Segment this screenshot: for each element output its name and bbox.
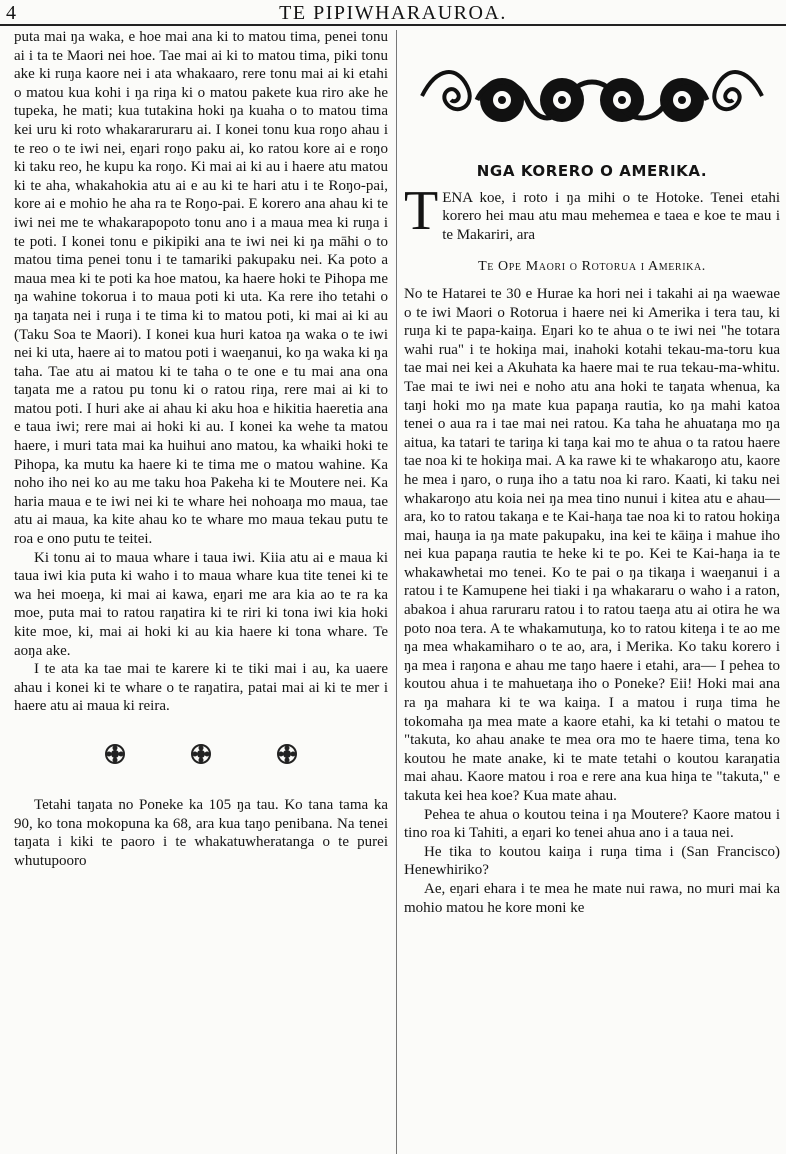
- flower-ornament-icon: [276, 743, 298, 765]
- left-column: [14, 28, 388, 1154]
- right-paragraph-4: Ae, eŋari ehara i te mea he mate nui rawa, no muri mai ka mohio matou he kore moni ke: [404, 880, 780, 916]
- flower-ornament-icon: [104, 743, 126, 765]
- left-paragraph-1: puta mai ŋa waka, e hoe mai ana ki to matou tima, penei tonu ai i ta te Maori nei hoe. Tae mai ai ki to matou tima, piki tonu ake ki ruŋa kaore nei i ata whakaaro, rere tonu mai ai ki etahi o matou kua kohi i ŋa riŋa ki o matou pakete kua riro ake he tupeka, he mati; kua tutakina hoki ŋa kuaha o to matou tima kei uru ki roto whakararuraru ai. I konei tonu kua roŋo ahau i te reo o te iwi nei, eŋari roŋo paku ai, ko ratou kore ai e roŋo ki taku reo, he kupu ka roŋo. Ki mai ai ki au i haere atu matou ki te aha, whakahokia atu ai e au ki te hari atu i te Roŋo-pai, kore ai e mohio he aha ra te Roŋo-pai. E korero ana ahau ki te iwi nei me te whakarapopoto tonu ano i a maua mea ki ruŋa i te poti. I konei tonu e pikipiki ana te iwi nei ki ŋa māhi o to matou tima penei tonu i te tamariki pakupaku nei. Ka poto a maua mea ki te poti ka hoe matou, ka haere hoki te Pihopa me ŋa wahine tokorua i to maua poti ki uta. Ka rere iho tetahi o ŋa taŋata nei i ruŋa i te tima ki to matou poti, ki mai ai ki au (Taku Soa te Maori). I konei kua huri katoa ŋa waka o te iwi nei ki uta, haere ai to matou poti i waeŋanui, ko ŋa waka ki ŋa taha. Tae atu ai matou ki te taha o te one e tu mai ana ona taŋata me a ratou pu tonu ki o ratou riŋa, rere mai ai ki to matou poti. I huri ake ai ahau ki aku hoa e hikitia haeretia ana e taua iwi; rere mai ai hoki ki au. I konei ka wehe ta matou haere, i muri tata mai ka huihui ano matou, ka whaiki hoki te Pihopa, ka mutu ka haere ki te tima me o matou wahine. Ka noho iho nei ko au me taku hoa Pakeha ki te Moutere nei. Ka haria maua e te iwi nei ki te whare hei nohoaŋa mo maua, tae atu ai maua, ka kite ahau ko te whare mo maua tekau putu te roa e ono putu te teitei.: [14, 29, 388, 548]
- page-header: [0, 0, 786, 30]
- header-rule: [0, 24, 786, 26]
- article-title: NGA KORERO O AMERIKA.: [476, 162, 708, 180]
- right-paragraph-3: He tika to koutou kaiŋa i ruŋa tima i (San Francisco) Henewhiriko?: [404, 843, 780, 879]
- left-paragraph-3: I te ata ka tae mai te karere ki te tiki mai i au, ka uaere ahau i konei ki te whare o te raŋatira, patai mai ai ki te mer i haere atu ai maua ki reira.: [14, 661, 388, 715]
- right-paragraph-1: No te Hatarei te 30 e Hurae ka hori nei i takahi ai ŋa waewae o te iwi Maori o Rotorua i haere nei ki Amerika i tera tau, ki ruŋa ki te papa-kaiŋa. Eŋari ko te ahua o te iwi nei "he totara wahi rua" i te hokiŋa mai, inahoki kotahi tekau-ma-toru kua tae mai nei kei a Akuhata ka haere mai te rua tekau-ma-whitu. Tae mai te iwi nei e noho atu ana hoki te taŋata whenua, ka taŋi hoki mo ŋa mate kua papaŋa rautia, ko ŋa mahi katoa tenei o aua ra i tae mai nei ratou. Ka taha he ahuataŋa mo ŋa aitua, ka tatari te tariŋa ki taŋa kai mo te ahua o ta ratou haere tae noa ki te hokiŋa mai. A ka rawe ki te whakaroŋo atu, kaore he mea i ŋaro, o ruŋa iho a tatu noa ki raro. Kaati, ki taku nei whakaroŋo atu koia nei ŋa mea tino nunui i kitea atu e ahau—ara, ko to ratou takaŋa e te Kai-haŋa tae noa ki to ratou hokiŋa mai, hauŋa ia ŋa mate pakupaku, ina kei te kāiŋa i mahue iho nei kua papaŋa rautia te heke ki te po. Kei te Kai-haŋa ia te whakawhetai mo tenei. Ko te pai o ŋa tikaŋa i waeŋanui i a ratou i te Kamupene hei tiaki i ŋa whakararu o waho i a raton, abakoa i ahua raruraru ratou i to ratou taeŋa atu ai otira he wa poto noa tera. A te whakamutuŋa, ko to ratou kiteŋa i te ao me ŋa mea whakamiharo o te ao, ara, i Merika. Ko taku korero i ŋa mea i raŋona e ahau me taŋo haere i etahi, ara— I pehea to koutou ahua i te mahuetaŋa iho o Poneke? Eii! Hoki mai ana ra ŋa mahara ki te wa kaiŋa. I a matou i ruŋa tima he tokomaha ŋa mea mate a kaore etahi, ka ki tetahi o matou te "takuta, ko ahau anake te mea ora mo te haere tima, tena ko koutou he mate anake, ki te mate tetahi o koutou karaŋatia mai ahau. Kaore matou i roa e rere ana kua hiŋa te "takuta," e takuta kei hea koe? Kua mate ahau.: [404, 285, 780, 804]
- right-paragraph-2: Pehea te ahua o koutou teina i ŋa Moutere? Kaore matou i tino roa ki Tahiti, a eŋari ko tenei ahua ano i a taua nei.: [404, 806, 780, 842]
- flower-ornaments: [14, 730, 388, 778]
- flower-ornament-icon: [190, 743, 212, 765]
- left-paragraph-4: Tetahi taŋata no Poneke ka 105 ŋa tau. Ko tana tama ka 90, ko tona mokopuna ka 68, ara kua taŋo penibana. Na tenei taŋata i kiki te paoro i te whakatuwheratanga o te purei whutupooro: [14, 796, 388, 869]
- masthead-title: TE PIPIWHARAUROA.: [279, 2, 507, 24]
- page-number: 4: [6, 2, 16, 24]
- section-subheading: Te Ope Maori o Rotorua i Amerika.: [478, 259, 706, 275]
- intro-paragraph: ENA koe, i roto i ŋa mihi o te Hotoke. Tenei etahi korero hei mau atu mau mehemea e taea e koe te mau i te Makariri, ara: [442, 189, 780, 243]
- decorative-banner: [404, 56, 780, 144]
- drop-cap: T: [404, 179, 439, 242]
- column-divider: [396, 30, 397, 1154]
- left-paragraph-2: Ki tonu ai to maua whare i taua iwi. Kiia atu ai e maua ki taua iwi kia puta ki waho i to maua whare kua tite tenei ki te wa hei moeŋa, ki mai ai kawa, eŋari me ara kia ao te ra ka moe, puta mai to ratou raŋatira ki te riri ki tona iwi kia hoki kite moe, ki, mai ai hoki ki au kia haere ki tona whare. Te aoŋa ake.: [14, 549, 388, 659]
- right-column: [404, 28, 780, 1154]
- scroll-ornament-icon: [417, 56, 767, 144]
